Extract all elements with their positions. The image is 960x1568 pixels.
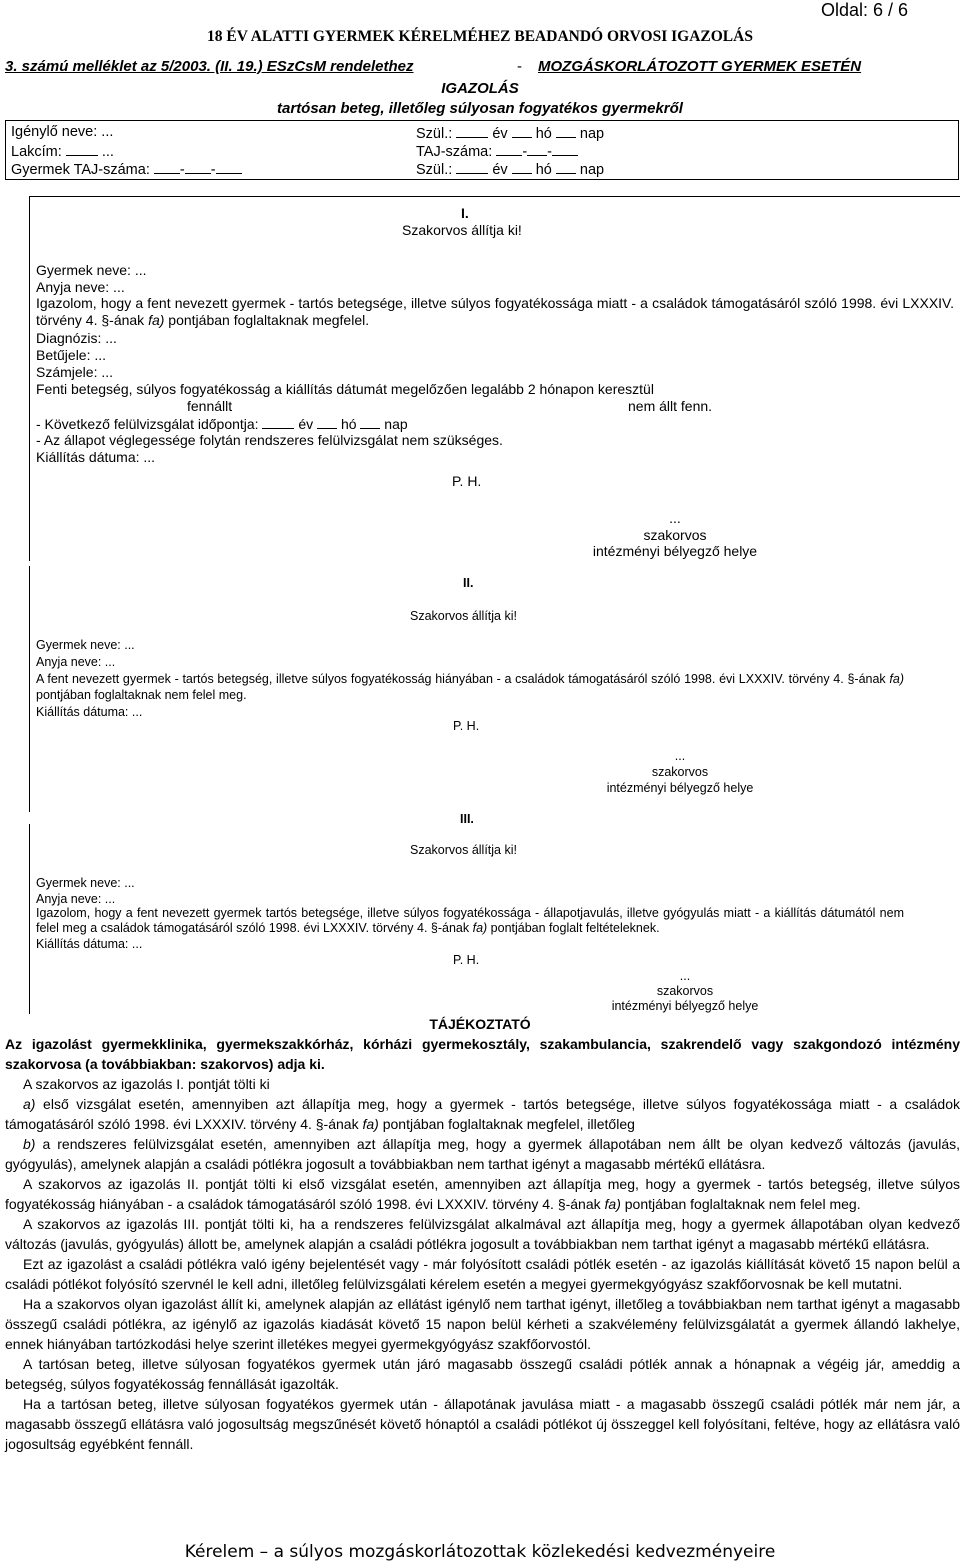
institution-stamp-label: intézményi bélyegző helye <box>611 999 759 1013</box>
next-review-field[interactable] <box>36 415 408 432</box>
annex-case: MOZGÁSKORLÁTOZOTT GYERMEK ESETÉN <box>538 58 862 75</box>
taj-dash: - <box>547 144 552 160</box>
certificate-heading: IGAZOLÁS <box>441 80 519 97</box>
specialist-label: szakorvos <box>651 765 709 779</box>
child-name-field[interactable]: Gyermek neve: ... <box>36 638 135 652</box>
year-label: év <box>298 416 314 432</box>
taj-field[interactable] <box>416 142 578 160</box>
section-3-statement: Igazolom, hogy a fent nevezett gyermek tartós betegsége, illetve súlyos fogyatékossága - állapotjavulás, illetve gyógyulás miatt - a kiállítás dátumától nem felel meg a családok támogatásáról szóló 1998. évi LXXXIV. törvény 4. §-ának fa) pontjában foglalt feltételeknek. <box>36 906 904 935</box>
annex-reference: 3. számú melléklet az 5/2003. (II. 19.) ESzCsM rendelethez <box>5 58 414 75</box>
info-paragraph: Ha a szakorvos olyan igazolást állít ki, amelynek alapján az ellátást igénylő nem tarthat igényt, illetőleg a továbbiakban nem tarthat igényt a magasabb összegű családi pótlékra, az igénylő az igazolás kiadását követő 15 napon belül kérheti a szakvélemény felülvizsgálatát a gyermek állandó lakhelye, ennek hiányában tartózkodási helye szerint illetékes megyei gyermekgyógyász szakfőorvostól. <box>5 1296 960 1352</box>
stamp-placeholder: P. H. <box>453 953 480 967</box>
mother-name-field[interactable]: Anyja neve: ... <box>36 655 116 669</box>
info-paragraph: Ha a tartósan beteg, illetve súlyosan fogyatékos gyermek után - állapotának javulása miatt - a magasabb összegű családi pótlék már nem jár, a magasabb összegű ellátásra való jogosultság megszűnését követő hónaptól a családi pótlékot új összeggel kell folyósítani, feltéve, hogy az ellátásra való jogosultság egyébként fennáll. <box>5 1396 960 1452</box>
month-label: hó <box>535 126 552 142</box>
applicant-name-field[interactable]: Igénylő neve: ... <box>11 124 114 140</box>
institution-stamp-label: intézményi bélyegző helye <box>592 543 758 559</box>
permanent-condition-statement: - Az állapot véglegessége folytán rendszeres felülvizsgálat nem szükséges. <box>36 432 503 448</box>
signature-dots: ... <box>674 749 686 763</box>
address-field[interactable] <box>11 142 114 160</box>
day-label: nap <box>579 126 605 142</box>
section-3-numeral: III. <box>460 812 474 826</box>
address-dots: ... <box>101 144 114 160</box>
section-1-note: Szakorvos állítja ki! <box>402 222 522 238</box>
issue-date-field[interactable]: Kiállítás dátuma: ... <box>36 705 143 719</box>
day-label: nap <box>579 162 605 178</box>
stamp-placeholder: P. H. <box>453 719 480 733</box>
applicant-birth-field[interactable] <box>416 124 604 142</box>
section-1-box <box>29 196 960 561</box>
page-number: Oldal: 6 / 6 <box>820 0 908 20</box>
day-label: nap <box>384 416 408 432</box>
section-1-numeral: I. <box>461 205 469 221</box>
info-paragraph: A szakorvos az igazolás I. pontját tölti ki <box>23 1076 270 1092</box>
taj-dash: - <box>210 162 216 178</box>
info-paragraph: A szakorvos az igazolás II. pontját tölti ki első vizsgálat esetén, amennyiben azt állapítja meg, hogy a gyermek - tartós betegség, illetve súlyos fogyatékosság hiányában - a családok támogatásáról szóló 1998. évi LXXXIV. törvény 4. §-ának fa) pontjában foglaltaknak nem felel meg. <box>5 1176 960 1212</box>
stamp-placeholder: P. H. <box>452 473 482 489</box>
institution-stamp-label: intézményi bélyegző helye <box>606 781 754 795</box>
page-footer: Kérelem – a súlyos mozgáskorlátozottak közlekedési kedvezményeire <box>184 1542 776 1562</box>
applicant-fields-box <box>5 120 959 180</box>
info-body <box>5 1034 960 1454</box>
child-taj-field[interactable] <box>11 160 242 178</box>
info-paragraph: A tartósan beteg, illetve súlyosan fogyatékos gyermek után járó magasabb összegű családi pótlék annak a hónapnak a végéig jár, ameddig a betegség, súlyos fogyatékosság fennállását igazolták. <box>5 1356 960 1392</box>
birth-label: Szül.: <box>416 126 453 142</box>
option-existed[interactable]: fennállt <box>187 398 233 414</box>
letter-code-field[interactable]: Betűjele: ... <box>36 347 107 363</box>
child-birth-field[interactable] <box>416 160 604 178</box>
document-title: 18 ÉV ALATTI GYERMEK KÉRELMÉHEZ BEADANDÓ ORVOSI IGAZOLÁS <box>207 28 753 45</box>
month-label: hó <box>535 162 552 178</box>
month-label: hó <box>340 416 357 432</box>
mother-name-field[interactable]: Anyja neve: ... <box>36 892 116 906</box>
year-label: év <box>492 126 508 142</box>
child-name-field[interactable]: Gyermek neve: ... <box>36 876 135 890</box>
section-2-numeral: II. <box>463 576 474 590</box>
diagnosis-field[interactable]: Diagnózis: ... <box>36 330 117 346</box>
taj-label: TAJ-száma: <box>416 144 493 160</box>
info-heading: TÁJÉKOZTATÓ <box>429 1016 531 1032</box>
address-label: Lakcím: <box>11 144 62 160</box>
info-item-a: a) első vizsgálat esetén, amennyiben azt állapítja meg, hogy a gyermek - tartós betegsége, illetve súlyos fogyatékossága miatt - a családok támogatásáról szóló 1998. évi LXXXIV. törvény 4. §-ának fa) pontjában foglaltaknak megfelel, illetőleg <box>5 1096 960 1132</box>
annex-dash: - <box>517 58 522 75</box>
option-not-existed[interactable]: nem állt fenn. <box>628 398 713 414</box>
child-taj-label: Gyermek TAJ-száma: <box>11 162 150 178</box>
info-paragraph: A szakorvos az igazolás III. pontját tölti ki, ha a rendszeres felülvizsgálat alkalmával azt állapítja meg, hogy a gyermek állapotában olyan kedvező változás (javulás, gyógyulás) állott be, amelynek alapján a családi pótlékra jogosult a továbbiakban nem tarthat igényt a magasabb mértékű ellátásra. <box>5 1216 960 1252</box>
info-paragraph: Ezt az igazolást a családi pótlékra való igény bejelentését vagy - már folyósított családi pótlék esetén - az igazolás kiállítását követő 15 napon belül a családi pótlékot folyósító szervnél le kell adni, illetőleg felülvizsgálati kérelem esetén a megyei gyermekgyógyász szakfőorvosnak be kell mutatni. <box>5 1256 960 1292</box>
signature-dots: ... <box>679 969 691 983</box>
section-2-statement: A fent nevezett gyermek - tartós betegség, illetve súlyos fogyatékosság hiányában - a családok támogatásáról szóló 1998. évi LXXXIV. törvény 4. §-ának fa) pontjában foglaltaknak nem felel meg. <box>36 672 904 702</box>
number-code-field[interactable]: Számjele: ... <box>36 364 114 380</box>
signature-dots: ... <box>669 510 681 526</box>
section-1-statement: Igazolom, hogy a fent nevezett gyermek - tartós betegsége, illetve súlyos fogyatékossága miatt - a családok támogatásáról szóló 1998. évi LXXXIV. törvény 4. §-ának fa) pontjában foglaltaknak megfelel. <box>36 295 954 328</box>
mother-name-field[interactable]: Anyja neve: ... <box>36 279 125 295</box>
duration-statement: Fenti betegség, súlyos fogyatékosság a kiállítás dátumát megelőzően legalább 2 hónapon keresztül <box>36 381 654 397</box>
birth-label: Szül.: <box>416 162 453 178</box>
specialist-label: szakorvos <box>656 984 714 998</box>
specialist-label: szakorvos <box>643 527 707 543</box>
info-item-b: b) a rendszeres felülvizsgálat esetén, amennyiben azt állapítja meg, hogy a gyermek állapotában nem állt be olyan kedvező változás (javulás, gyógyulás), amelynek alapján a családi pótlékra jogosult a továbbiakban nem tarthat igényt a magasabb mértékű ellátásra. <box>5 1136 960 1172</box>
taj-dash: - <box>179 162 185 178</box>
child-name-field[interactable]: Gyermek neve: ... <box>36 262 147 278</box>
info-intro: Az igazolást gyermekklinika, gyermekszakkórház, kórházi gyermekosztály, szakambulancia, szakrendelő vagy szakgondozó intézmény szakorvosa (a továbbiakban: szakorvos) adja ki. <box>5 1036 960 1072</box>
year-label: év <box>492 162 508 178</box>
section-3-note: Szakorvos állítja ki! <box>410 843 517 857</box>
section-2-note: Szakorvos állítja ki! <box>410 609 517 623</box>
issue-date-field[interactable]: Kiállítás dátuma: ... <box>36 937 143 951</box>
issue-date-field[interactable]: Kiállítás dátuma: ... <box>36 449 156 465</box>
taj-dash: - <box>522 144 528 160</box>
next-review-label: - Következő felülvizsgálat időpontja: <box>36 416 259 432</box>
certificate-subtitle: tartósan beteg, illetőleg súlyosan fogyatékos gyermekről <box>277 100 683 117</box>
